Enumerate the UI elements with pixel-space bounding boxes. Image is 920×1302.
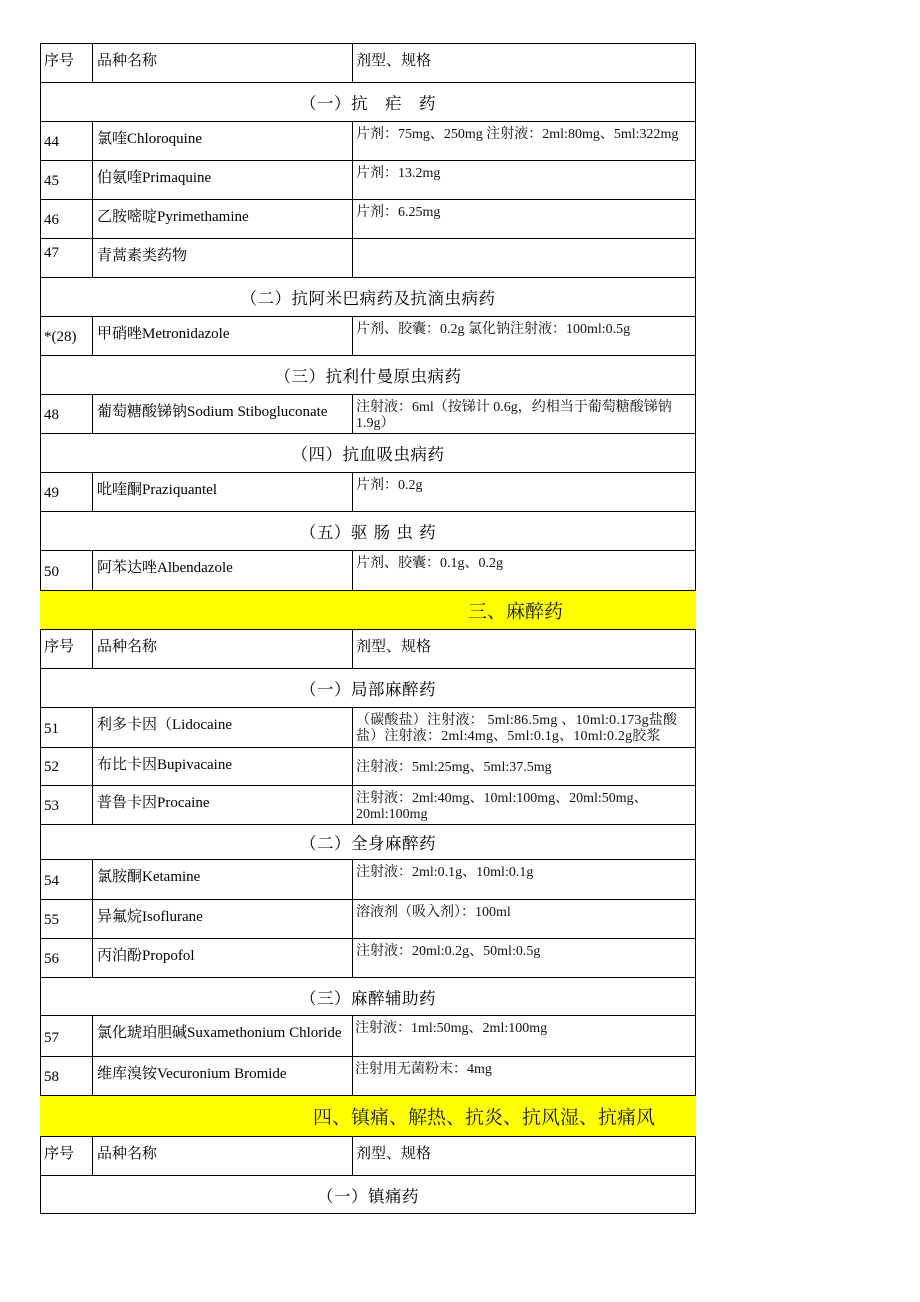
- category-title: 四、镇痛、解热、抗炎、抗风湿、抗痛风: [313, 1106, 656, 1129]
- row-number: *(28): [41, 317, 93, 355]
- table-row: [40, 239, 696, 278]
- drug-name: 乙胺嘧啶Pyrimethamine: [93, 200, 353, 238]
- drug-spec: 注射液：1ml:50mg、2ml:100mg: [355, 1021, 548, 1036]
- table-row: [40, 1057, 696, 1096]
- table-row: [40, 860, 696, 900]
- header-no: 序号: [41, 1137, 93, 1175]
- section-antileishmanial: （三）抗利什曼原虫病药: [40, 356, 696, 395]
- drug-name: 异氟烷Isoflurane: [93, 900, 353, 938]
- drug-spec: 注射用无菌粉末：4mg: [355, 1062, 492, 1077]
- header-name: 品种名称: [93, 630, 353, 668]
- header-name: 品种名称: [93, 1137, 353, 1175]
- table-row: [40, 939, 696, 978]
- drug-name: 丙泊酚Propofol: [93, 939, 353, 977]
- header-spec: 剂型、规格: [356, 1144, 432, 1162]
- table-row: [40, 786, 696, 825]
- row-number: 49: [41, 473, 93, 511]
- section-antischistosomal: （四）抗血吸虫病药: [40, 434, 696, 473]
- header-spec: 剂型、规格: [356, 51, 432, 69]
- drug-name: 布比卡因Bupivacaine: [93, 748, 353, 785]
- drug-name: 青蒿素类药物: [93, 239, 353, 277]
- table-row: [40, 708, 696, 748]
- drug-spec: 片剂：0.2g: [356, 478, 423, 493]
- table-row: [40, 200, 696, 239]
- table-row: [40, 748, 696, 786]
- drug-name: 阿苯达唑Albendazole: [93, 551, 353, 590]
- table-row: [40, 1016, 696, 1057]
- drug-spec: 注射液：6ml（按锑计 0.6g，约相当于葡萄糖酸锑钠 1.9g）: [356, 400, 672, 431]
- section-analgesics: （一）镇痛药: [40, 1176, 696, 1214]
- category-anesthetics: [40, 591, 696, 630]
- drug-spec: 注射液：2ml:40mg、10ml:100mg、20ml:50mg、20ml:100mg: [356, 791, 648, 822]
- drug-list-table: [40, 43, 696, 1214]
- section-anthelmintic: （五）驱 肠 虫 药: [40, 512, 696, 551]
- row-number: 53: [41, 786, 93, 824]
- header-name: 品种名称: [93, 44, 353, 82]
- drug-spec: 片剂：6.25mg: [356, 205, 441, 220]
- drug-name: 吡喹酮Praziquantel: [93, 473, 353, 511]
- drug-name: 氯化琥珀胆碱Suxamethonium Chloride: [93, 1016, 353, 1056]
- category-analgesics: [40, 1096, 696, 1137]
- drug-spec: 片剂：75mg、250mg 注射液：2ml:80mg、5ml:322mg: [356, 127, 679, 142]
- header-spec: 剂型、规格: [356, 637, 432, 655]
- table-row: [40, 122, 696, 161]
- category-title: 三、麻醉药: [468, 600, 564, 623]
- row-number: 52: [41, 748, 93, 785]
- drug-name: 葡萄糖酸锑钠Sodium Stibogluconate: [93, 395, 353, 433]
- table-row: [40, 900, 696, 939]
- row-number: 46: [41, 200, 93, 238]
- table-row: [40, 161, 696, 200]
- table-header-row: [40, 43, 696, 83]
- table-row: [40, 317, 696, 356]
- row-number: 48: [41, 395, 93, 433]
- drug-name: 维库溴铵Vecuronium Bromide: [93, 1057, 353, 1095]
- section-anesthesia-adjuncts: （三）麻醉辅助药: [40, 978, 696, 1016]
- row-number: 47: [41, 239, 93, 277]
- table-row: [40, 395, 696, 434]
- row-number: 54: [41, 860, 93, 899]
- drug-name: 氯胺酮Ketamine: [93, 860, 353, 899]
- row-number: 44: [41, 122, 93, 160]
- table-row: [40, 473, 696, 512]
- row-number: 55: [41, 900, 93, 938]
- table-row: [40, 551, 696, 591]
- drug-name: 普鲁卡因Procaine: [93, 786, 353, 824]
- row-number: 56: [41, 939, 93, 977]
- section-antimalarial: （一）抗 疟 药: [40, 83, 696, 122]
- drug-spec: 溶液剂（吸入剂）：100ml: [356, 905, 511, 920]
- section-local-anesthetics: （一）局部麻醉药: [40, 669, 696, 708]
- drug-spec: [353, 239, 695, 277]
- header-no: 序号: [41, 44, 93, 82]
- row-number: 57: [41, 1016, 93, 1056]
- drug-spec: 片剂、胶囊：0.1g、0.2g: [356, 556, 503, 571]
- header-no: 序号: [41, 630, 93, 668]
- drug-spec: 片剂、胶囊：0.2g 氯化钠注射液：100ml:0.5g: [356, 322, 631, 337]
- drug-name: 利多卡因（Lidocaine: [93, 708, 353, 747]
- drug-spec: 注射液：5ml:25mg、5ml:37.5mg: [356, 760, 552, 775]
- drug-spec: （碳酸盐）注射液： 5ml:86.5mg 、10ml:0.173g盐酸盐）注射液：2ml:4mg、5ml:0.1g、10ml:0.2g胶浆: [356, 713, 678, 744]
- row-number: 58: [41, 1057, 93, 1095]
- table-header-row: [40, 630, 696, 669]
- drug-name: 氯喹Chloroquine: [93, 122, 353, 160]
- drug-name: 甲硝唑Metronidazole: [93, 317, 353, 355]
- drug-spec: 片剂：13.2mg: [356, 166, 441, 181]
- row-number: 50: [41, 551, 93, 590]
- row-number: 45: [41, 161, 93, 199]
- drug-spec: 注射液：20ml:0.2g、50ml:0.5g: [356, 944, 541, 959]
- drug-spec: 注射液：2ml:0.1g、10ml:0.1g: [356, 865, 534, 880]
- section-antiamoebic: （二）抗阿米巴病药及抗滴虫病药: [40, 278, 696, 317]
- drug-name: 伯氨喹Primaquine: [93, 161, 353, 199]
- section-general-anesthetics: （二）全身麻醉药: [40, 825, 696, 860]
- row-number: 51: [41, 708, 93, 747]
- table-header-row: [40, 1137, 696, 1176]
